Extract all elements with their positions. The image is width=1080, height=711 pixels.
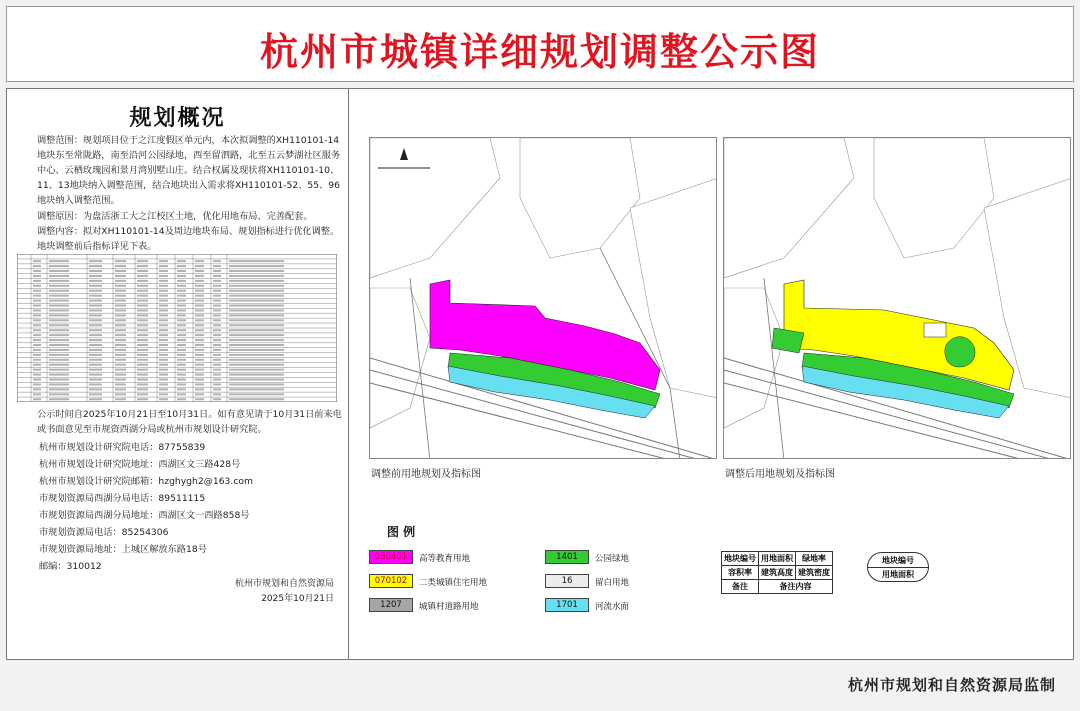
legend-label-reserved: 留白用地 [595,578,630,588]
reason-paragraph: 调整原因：为盘活浙工大之江校区土地，优化用地布局、完善配套。 [37,211,313,222]
signing-date: 2025年10月21日 [261,594,334,604]
maps-panel [349,89,1073,659]
indicator-table [17,254,337,402]
signing-organization: 杭州市规划和自然资源局 [234,579,334,589]
contact-line: 杭州市规划设计研究院邮箱：hzghygh2@163.com [39,476,253,487]
reserved-land-block [924,323,946,337]
legend-title: 图 例 [387,525,416,539]
legend-swatch-residential: 070102 [369,574,413,588]
oval-parcel-id: 地块编号 [882,556,914,565]
legend-label-residential: 二类城镇住宅用地 [419,578,488,588]
legend-swatch-park: 1401 [545,550,589,564]
map-before-caption: 调整前用地规划及指标图 [371,469,481,480]
oval-land-area: 用地面积 [882,570,914,579]
title-band [6,6,1074,82]
map-before-drawing [370,138,717,459]
footer-supervisor: 杭州市规划和自然资源局监制 [847,676,1056,694]
map-after-adjustment [723,137,1071,459]
contact-line: 杭州市规划设计研究院地址：西湖区文三路428号 [39,459,241,470]
contact-line: 市规划资源局西湖分局电话：89511115 [39,493,206,504]
key-parcel-id: 地块编号 [722,552,759,566]
content-paragraph: 调整内容：拟对XH110101-14及周边地块布局、规划指标进行优化调整。地块调整前后指标详见下表。 [37,226,340,252]
overview-heading: 规划概况 [129,106,226,131]
legend-label-road: 城镇村道路用地 [419,602,479,612]
key-land-area: 用地面积 [759,552,796,566]
key-height: 建筑高度 [759,566,796,580]
scope-paragraph: 调整范围：规划项目位于之江度假区单元内，本次拟调整的XH110101-14地块东至常陇路，南至沿河公园绿地，西至留泗路，北至五云梦湖社区服务中心、云栖玫瑰园和景月湾别墅山庄。结合权属及现状将XH110101-10、11、13地块纳入调整范围，结合地块出入需求将XH110101-52、55、96地块纳入调整范围。 [37,135,341,206]
map-after-caption: 调整后用地规划及指标图 [725,469,835,480]
key-far: 容积率 [722,566,759,580]
map-after-drawing [724,138,1071,459]
park-green-pocket [945,337,975,367]
contact-line: 市规划资源局电话：85254306 [39,527,169,538]
overview-panel [7,89,349,659]
key-density: 建筑密度 [796,566,833,580]
oval-divider [868,567,928,568]
parcel-label-key [721,551,833,594]
footer [0,664,1080,704]
legend-swatch-road: 1207 [369,598,413,612]
map-before-adjustment [369,137,717,459]
key-remark-content: 备注内容 [759,580,833,594]
contact-line: 市规划资源局西湖分局地址：西湖区文一西路858号 [39,510,250,521]
contact-line: 杭州市规划设计研究院电话：87755839 [39,442,206,453]
contact-line: 市规划资源局地址：上城区解放东路18号 [39,544,207,555]
parcel-label-oval [867,552,929,582]
key-remark: 备注 [722,580,759,594]
content-area [6,88,1074,660]
contact-line: 邮编：310012 [39,561,102,572]
legend-swatch-reserved: 16 [545,574,589,588]
legend-label-water: 河流水面 [595,602,630,612]
legend-label-park: 公园绿地 [595,554,630,564]
legend-label-education: 高等教育用地 [419,554,471,564]
legend-swatch-water: 1701 [545,598,589,612]
notice-paragraph: 公示时间自2025年10月21日至10月31日。如有意见请于10月31日前来电或书面意见至市规资西湖分局或杭州市规划设计研究院。 [37,409,342,435]
legend-swatch-education: 080401 [369,550,413,564]
page-title: 杭州市城镇详细规划调整公示图 [259,30,820,74]
key-green-ratio: 绿地率 [796,552,833,566]
